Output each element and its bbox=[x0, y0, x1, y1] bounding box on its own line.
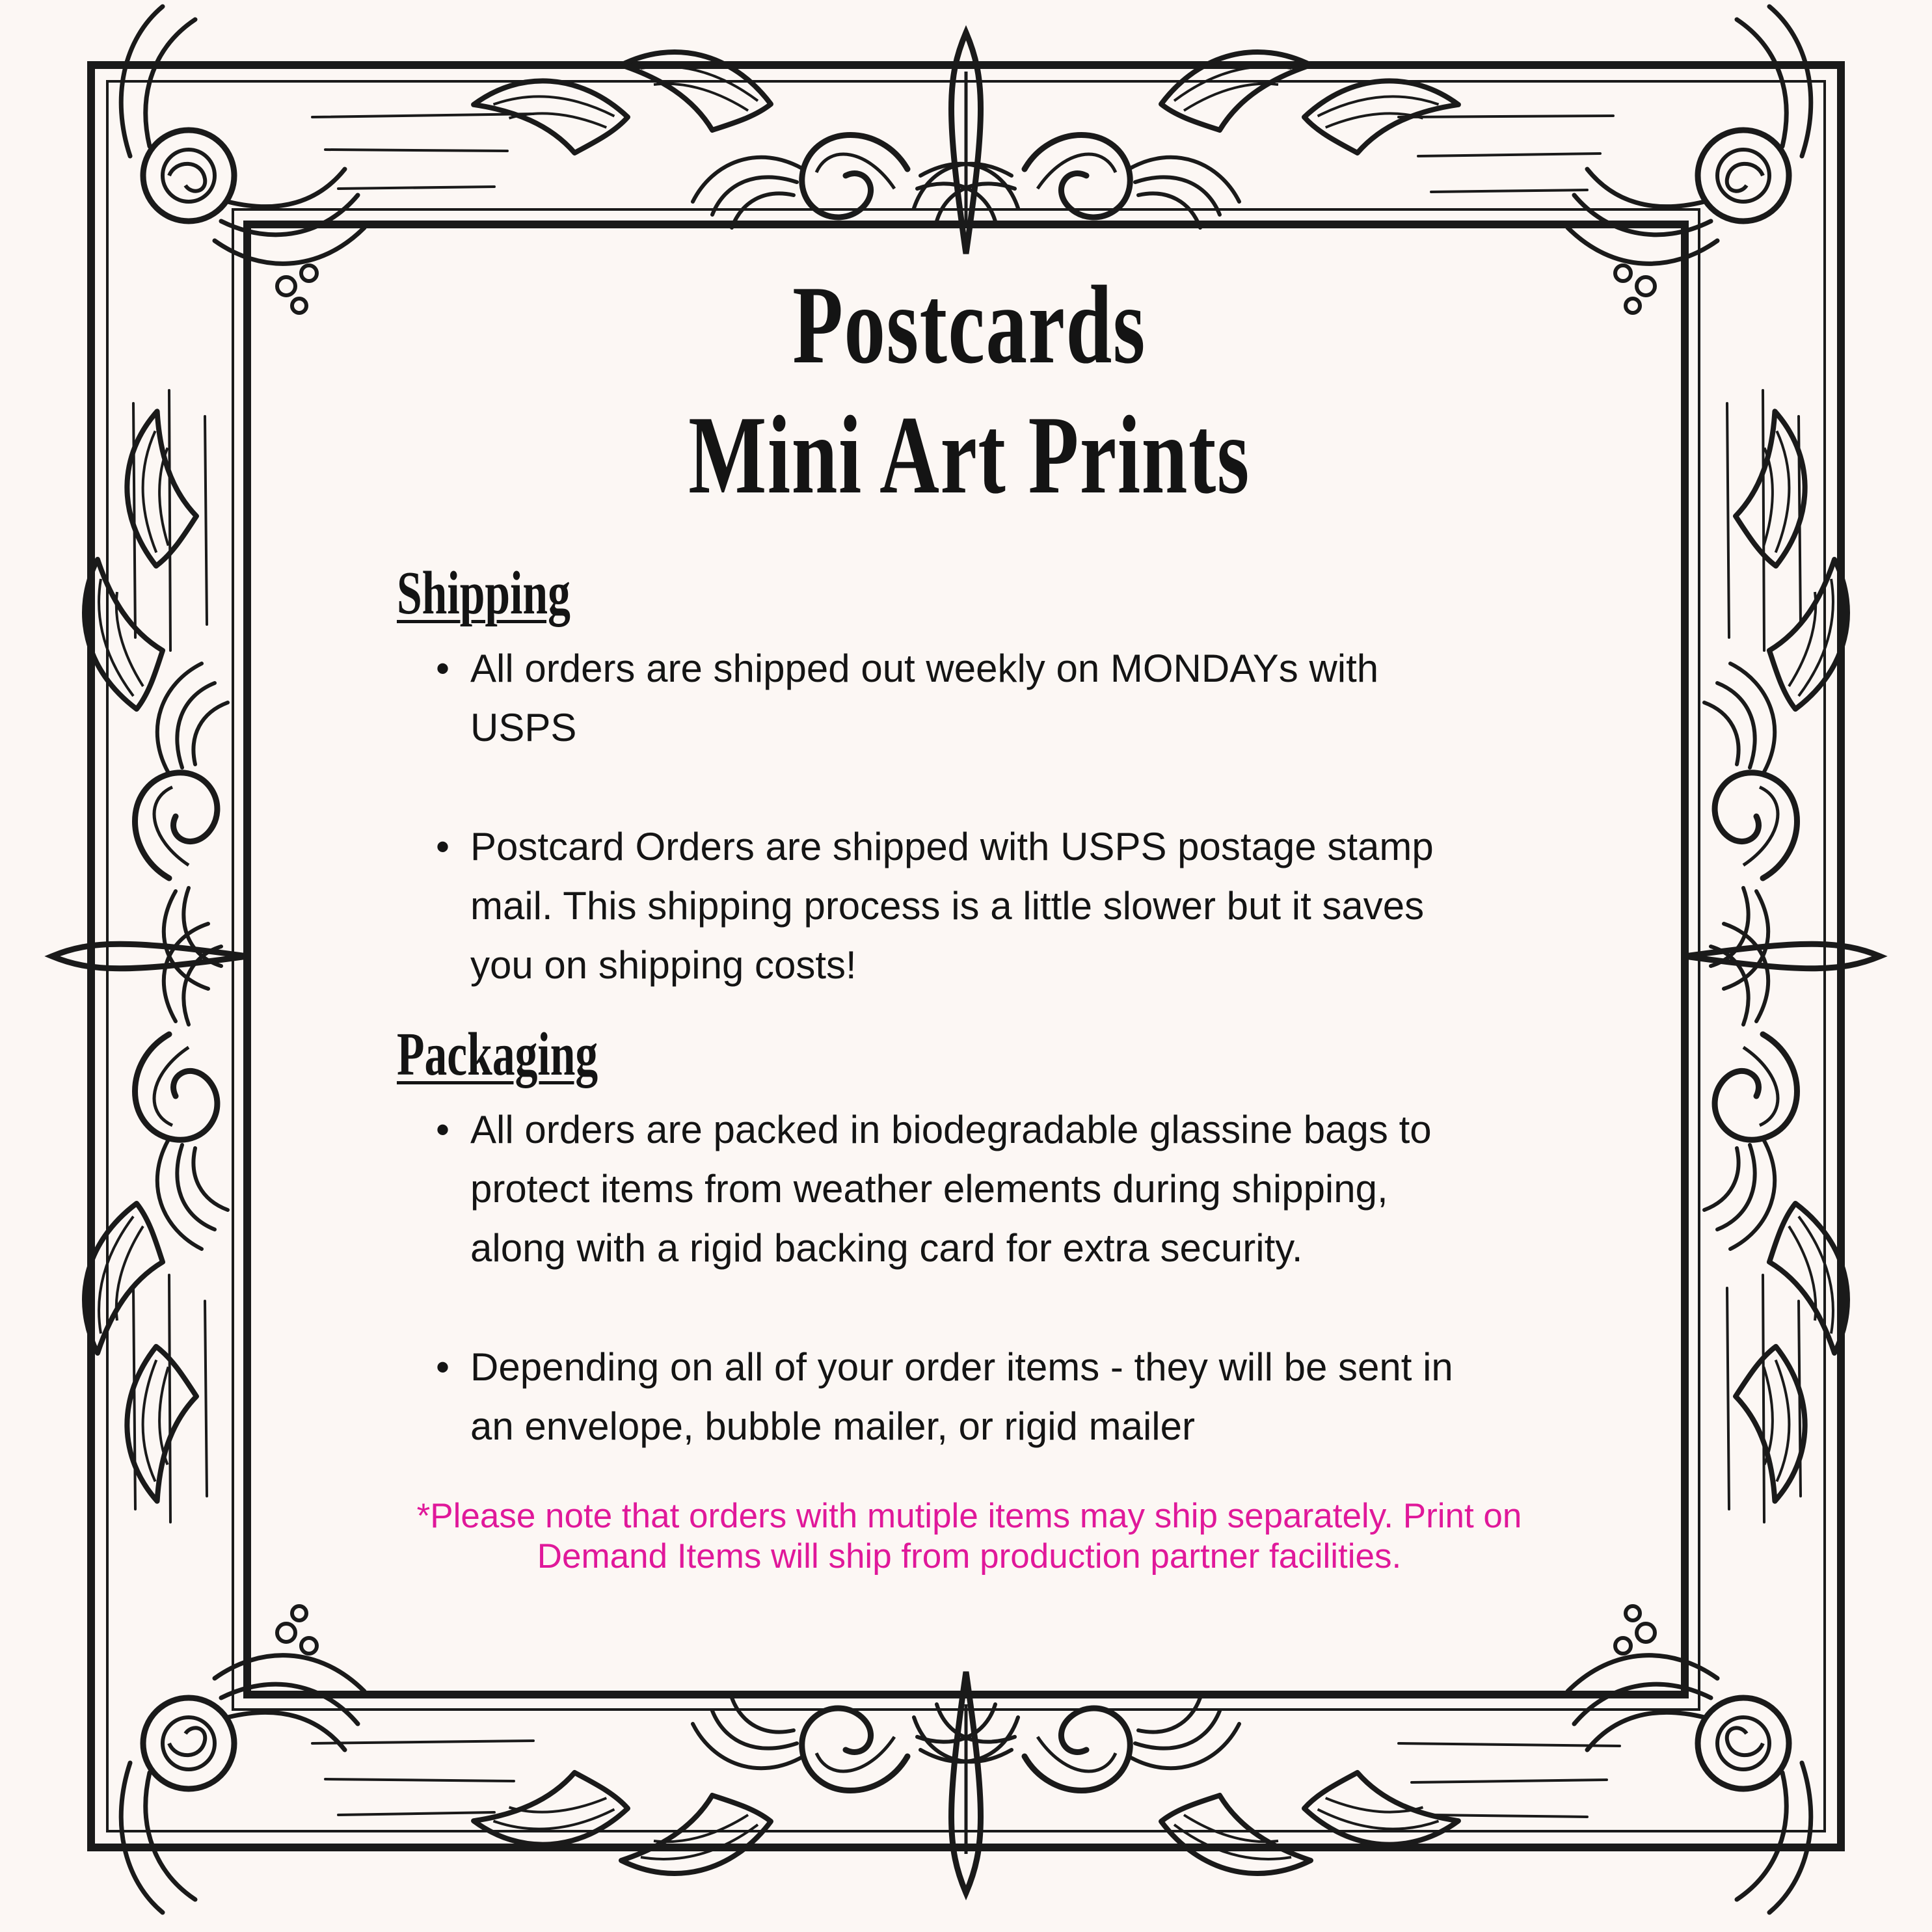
shipping-note: *Please note that orders with mutiple items may ship separately. Print on Demand Items will ship from production partner facilities. bbox=[416, 1497, 1522, 1576]
packaging-heading: Packaging bbox=[397, 1021, 598, 1088]
list-item-text: Postcard Orders are shipped with USPS postage stamp mail. This shipping process is a little slower but it saves you on shipping costs! bbox=[470, 825, 1434, 987]
bullet-icon: • bbox=[436, 647, 450, 690]
packaging-list bbox=[397, 1100, 1542, 1456]
shipping-list bbox=[397, 639, 1542, 995]
list-item-text: All orders are packed in biodegradable glassine bags to protect items from weather elements during shipping, along with a rigid backing card for extra security. bbox=[470, 1108, 1432, 1270]
shipping-heading: Shipping bbox=[397, 559, 570, 627]
bullet-icon: • bbox=[436, 1345, 450, 1389]
bullet-icon: • bbox=[436, 1108, 450, 1151]
packaging-section bbox=[397, 995, 1542, 1456]
shipping-section bbox=[397, 520, 1542, 995]
title-line-mini-art-prints: Mini Art Prints bbox=[688, 394, 1250, 517]
list-item-text: All orders are shipped out weekly on MONDAYs with USPS bbox=[470, 647, 1379, 749]
list-item bbox=[397, 1337, 1492, 1456]
list-item-text: Depending on all of your order items - they will be sent in an envelope, bubble mailer, or rigid mailer bbox=[470, 1345, 1453, 1448]
list-item bbox=[397, 817, 1492, 995]
bullet-icon: • bbox=[436, 825, 450, 868]
title-line-postcards: Postcards bbox=[792, 263, 1146, 387]
list-item bbox=[397, 1100, 1492, 1278]
list-item bbox=[397, 639, 1492, 757]
page-title bbox=[546, 260, 1393, 520]
content-area bbox=[397, 260, 1542, 1652]
